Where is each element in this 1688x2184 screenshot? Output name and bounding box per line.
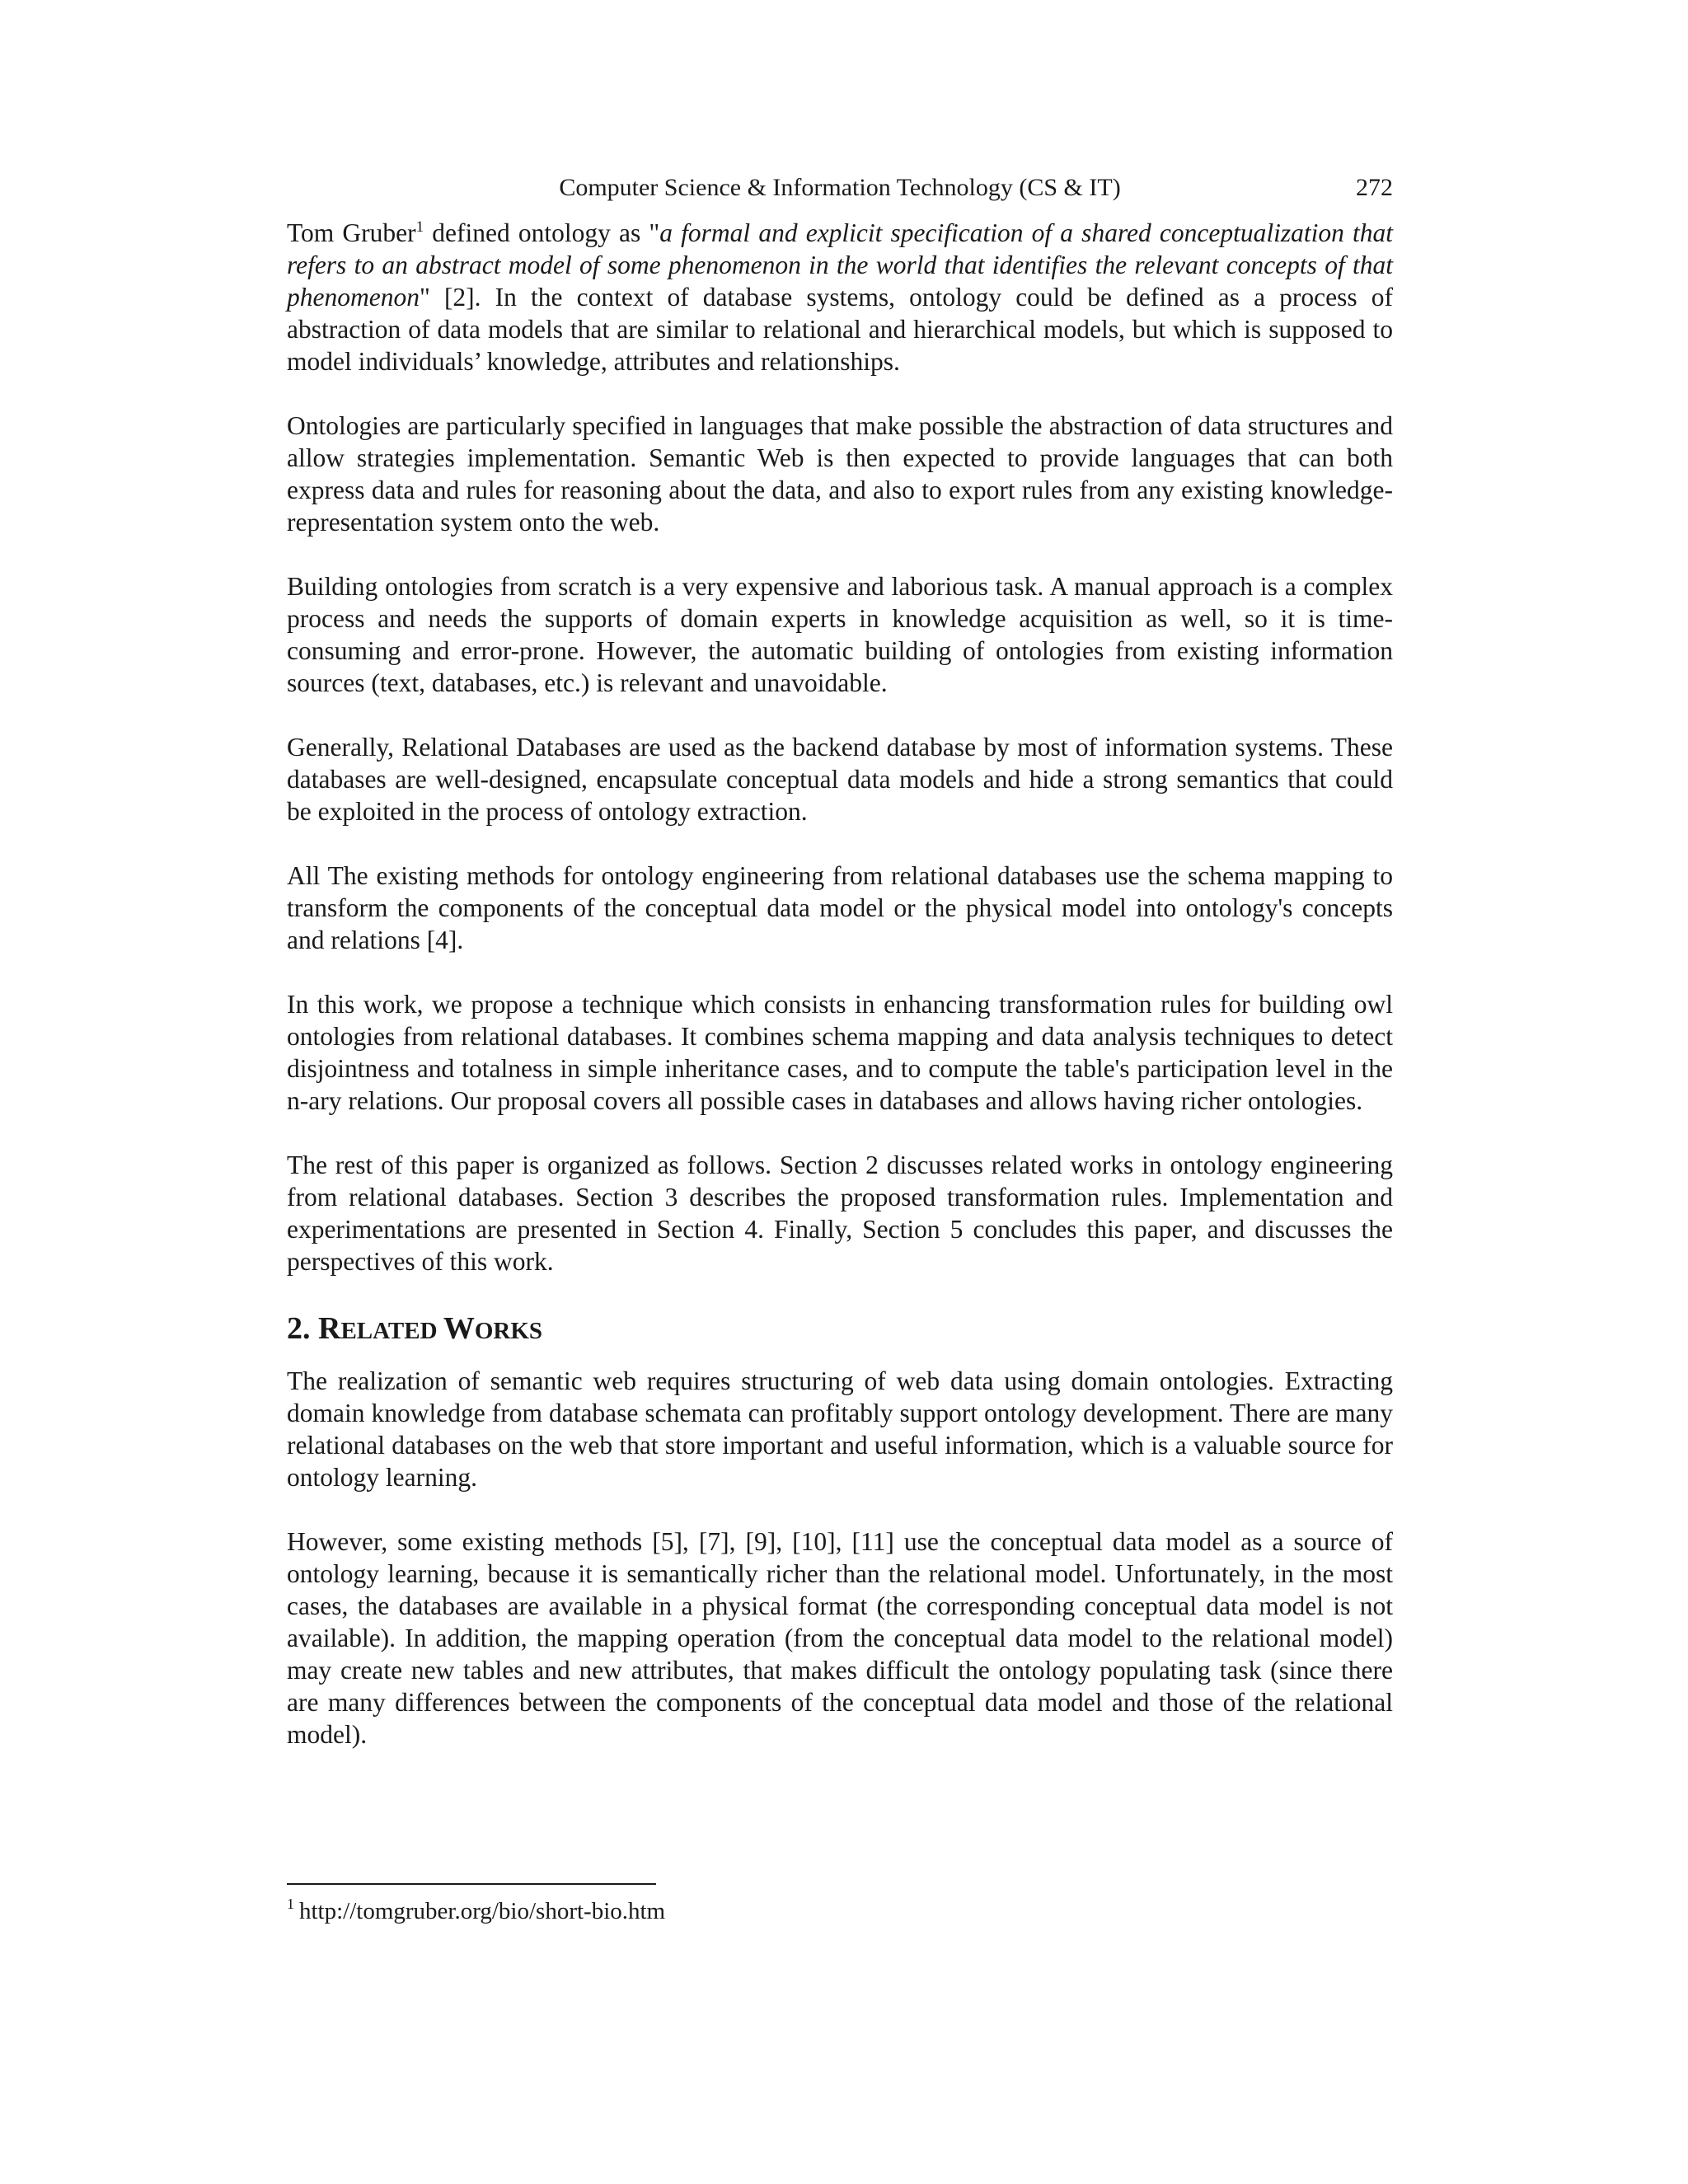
paragraph-existing-methods: All The existing methods for ontology engineering from relational databases use the schema mapping to transform the components of the conceptual data model or the physical model into ontology's concepts and relations [4]. (287, 861, 1393, 954)
paragraph-paper-organization: The rest of this paper is organized as follows. Section 2 discusses related works in ontology engineering from relational databases. Section 3 describes the proposed transformation rules. Implementation and experimentations are presented in Section 4. Finally, Section 5 concludes this paper, and discusses the perspectives of this work. (287, 1151, 1393, 1276)
body-text (287, 217, 1393, 1750)
section-title-initial-r: R (318, 1311, 341, 1346)
footnote (287, 1896, 665, 1927)
section-title-initial-w: W (443, 1311, 475, 1346)
definition-tail: " [2]. In the context of database systems, ontology could be defined as a process of abstraction of data models that are similar to relational and hierarchical models, but which is supposed to model individuals’ knowledge, attributes and relationships. (287, 283, 1393, 376)
paragraph-gruber-definition (287, 217, 1393, 377)
paragraph-ontology-languages: Ontologies are particularly specified in languages that make possible the abstraction of data structures and allow strategies implementation. Semantic Web is then expected to provide languages that can both express data and rules for reasoning about the data, and also to export rules from any existing knowledge-representation system onto the web. (287, 411, 1393, 537)
paragraph-building-ontologies: Building ontologies from scratch is a very expensive and laborious task. A manual approach is a complex process and needs the supports of domain experts in knowledge acquisition as well, so it is time-consuming and error-prone. However, the automatic building of ontologies from existing information sources (text, databases, etc.) is relevant and unavoidable. (287, 572, 1393, 697)
paragraph-semantic-web-realization: The realization of semantic web requires structuring of web data using domain ontologies. Extracting domain knowledge from database schemata can profitably support ontology development. There are many relational databases on the web that store important and useful information, which is a valuable source for ontology learning. (287, 1366, 1393, 1492)
footnote-mark: 1 (287, 1896, 294, 1912)
running-header (287, 171, 1393, 204)
section-title-smallcaps-orks: ORKS (474, 1318, 542, 1344)
paragraph-proposed-technique: In this work, we propose a technique which consists in enhancing transformation rules for building owl ontologies from relational databases. It combines schema mapping and data analysis techniques to detect disjointness and totalness in simple inheritance cases, and to compute the table's participation level in the n-ary relations. Our proposal covers all possible cases in databases and allows having richer ontologies. (287, 990, 1393, 1115)
definition-quote: a formal and explicit specification of a shared conceptualization that refers to an abstract model of some phenomenon in the world that identifies the relevant concepts of that phenomenon (287, 218, 1394, 312)
section-heading-related-works (287, 1310, 1393, 1350)
footnote-reference[interactable]: 1 (415, 218, 424, 236)
journal-title: Computer Science & Information Technology (CS & IT) (559, 174, 1121, 201)
footnote-divider (287, 1883, 656, 1885)
section-title-smallcaps-elated: ELATED (340, 1318, 443, 1344)
paragraph-conceptual-model-methods: However, some existing methods [5], [7], [9], [10], [11] use the conceptual data model as a source of ontology learning, because it is semantically richer than the relational model. Unfortunately, in the most cases, the databases are available in a physical format (the corresponding conceptual data model is not available). In addition, the mapping operation (from the conceptual data model to the relational model) may create new tables and new attributes, that makes difficult the ontology populating task (since there are many differences between the components of the conceptual data model and those of the relational model). (287, 1527, 1393, 1749)
definition-lead: defined ontology as " (424, 218, 660, 247)
paragraph-relational-databases: Generally, Relational Databases are used as the backend database by most of information systems. These databases are well-designed, encapsulate conceptual data models and hide a strong semantics that could be exploited in the process of ontology extraction. (287, 733, 1393, 826)
author-name: Tom Gruber (287, 218, 416, 247)
page-number: 272 (1356, 174, 1393, 201)
footnote-url[interactable]: http://tomgruber.org/bio/short-bio.htm (299, 1898, 666, 1924)
section-number: 2. (287, 1311, 318, 1346)
